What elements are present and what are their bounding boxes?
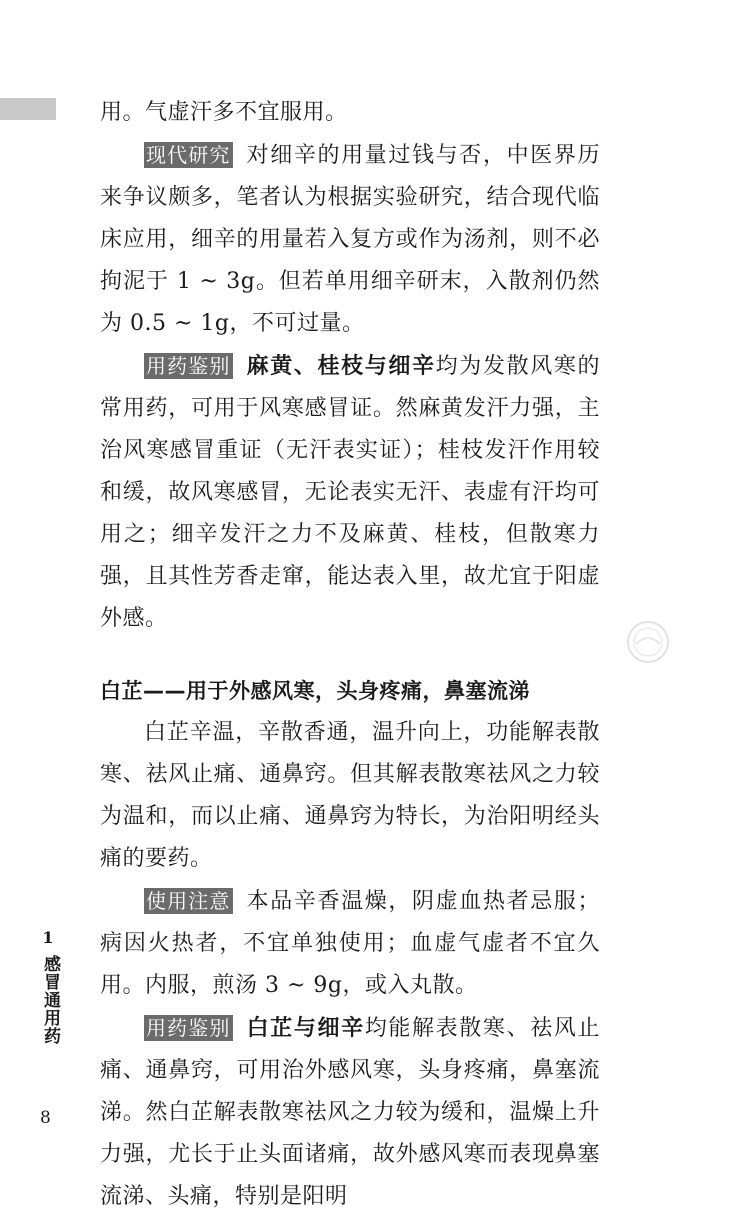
chapter-number: 1	[42, 928, 54, 947]
research-tag: 现代研究	[146, 143, 231, 167]
caution-paragraph	[100, 880, 600, 1007]
research-text: 对细辛的用量过钱与否，中医界历来争议颇多，笔者认为根据实验研究，结合现代临床应用，细辛的用量若入复方或作为汤剂，则不必拘泥于 1 ~ 3g。但若单用细辛研末，入散剂仍然为 0.5 ~ 1g，不可过量。	[100, 143, 600, 336]
differentiation-tag-2: 用药鉴别	[146, 1016, 231, 1040]
publisher-logo-watermark	[626, 620, 670, 664]
side-tab-marker	[0, 98, 56, 120]
differentiation-text-1: 均为发散风寒的常用药，可用于风寒感冒证。然麻黄发汗力强，主治风寒感冒重证（无汗表实证）；桂枝发汗作用较和缓，故风寒感冒，无论表实无汗、表虚有汗均可用之；细辛发汗之力不及麻黄、桂枝，但散寒力强，且其性芳香走窜，能达表入里，故尤宜于阳虚外感。	[100, 354, 600, 631]
chapter-title: 感冒通用药	[40, 955, 60, 1045]
differentiation-herbs-2: 白芷与细辛	[246, 1015, 365, 1041]
caution-tag: 使用注意	[146, 889, 231, 913]
research-paragraph	[100, 134, 600, 345]
differentiation-paragraph-1	[100, 345, 600, 640]
chapter-side-label	[38, 928, 58, 1045]
page-body	[100, 92, 600, 1218]
intro-paragraph: 白芷辛温，辛散香通，温升向上，功能解表散寒、祛风止痛、通鼻窍。但其解表散寒祛风之力较为温和，而以止痛、通鼻窍为特长，为治阳明经头痛的要药。	[100, 720, 600, 871]
differentiation-text-2: 均能解表散寒、祛风止痛、通鼻窍，可用治外感风寒，头身疼痛，鼻塞流涕。然白芷解表散寒祛风之力较为缓和，温燥上升力强，尤长于止头面诸痛，故外感风寒而表现鼻塞流涕、头痛，特别是阳明	[100, 1016, 600, 1209]
differentiation-herbs-1: 麻黄、桂枝与细辛	[246, 353, 436, 379]
caution-text: 本品辛香温燥，阴虚血热者忌服；病因火热者，不宜单独使用；血虚气虚者不宜久用。内服，煎汤 3 ~ 9g，或入丸散。	[100, 889, 600, 998]
section-heading: 白芷——用于外感风寒，头身疼痛，鼻塞流涕	[100, 679, 530, 703]
differentiation-paragraph-2	[100, 1007, 600, 1218]
page-number: 8	[40, 1108, 51, 1128]
differentiation-tag-1: 用药鉴别	[146, 354, 231, 378]
continued-text: 用。气虚汗多不宜服用。	[100, 100, 348, 125]
